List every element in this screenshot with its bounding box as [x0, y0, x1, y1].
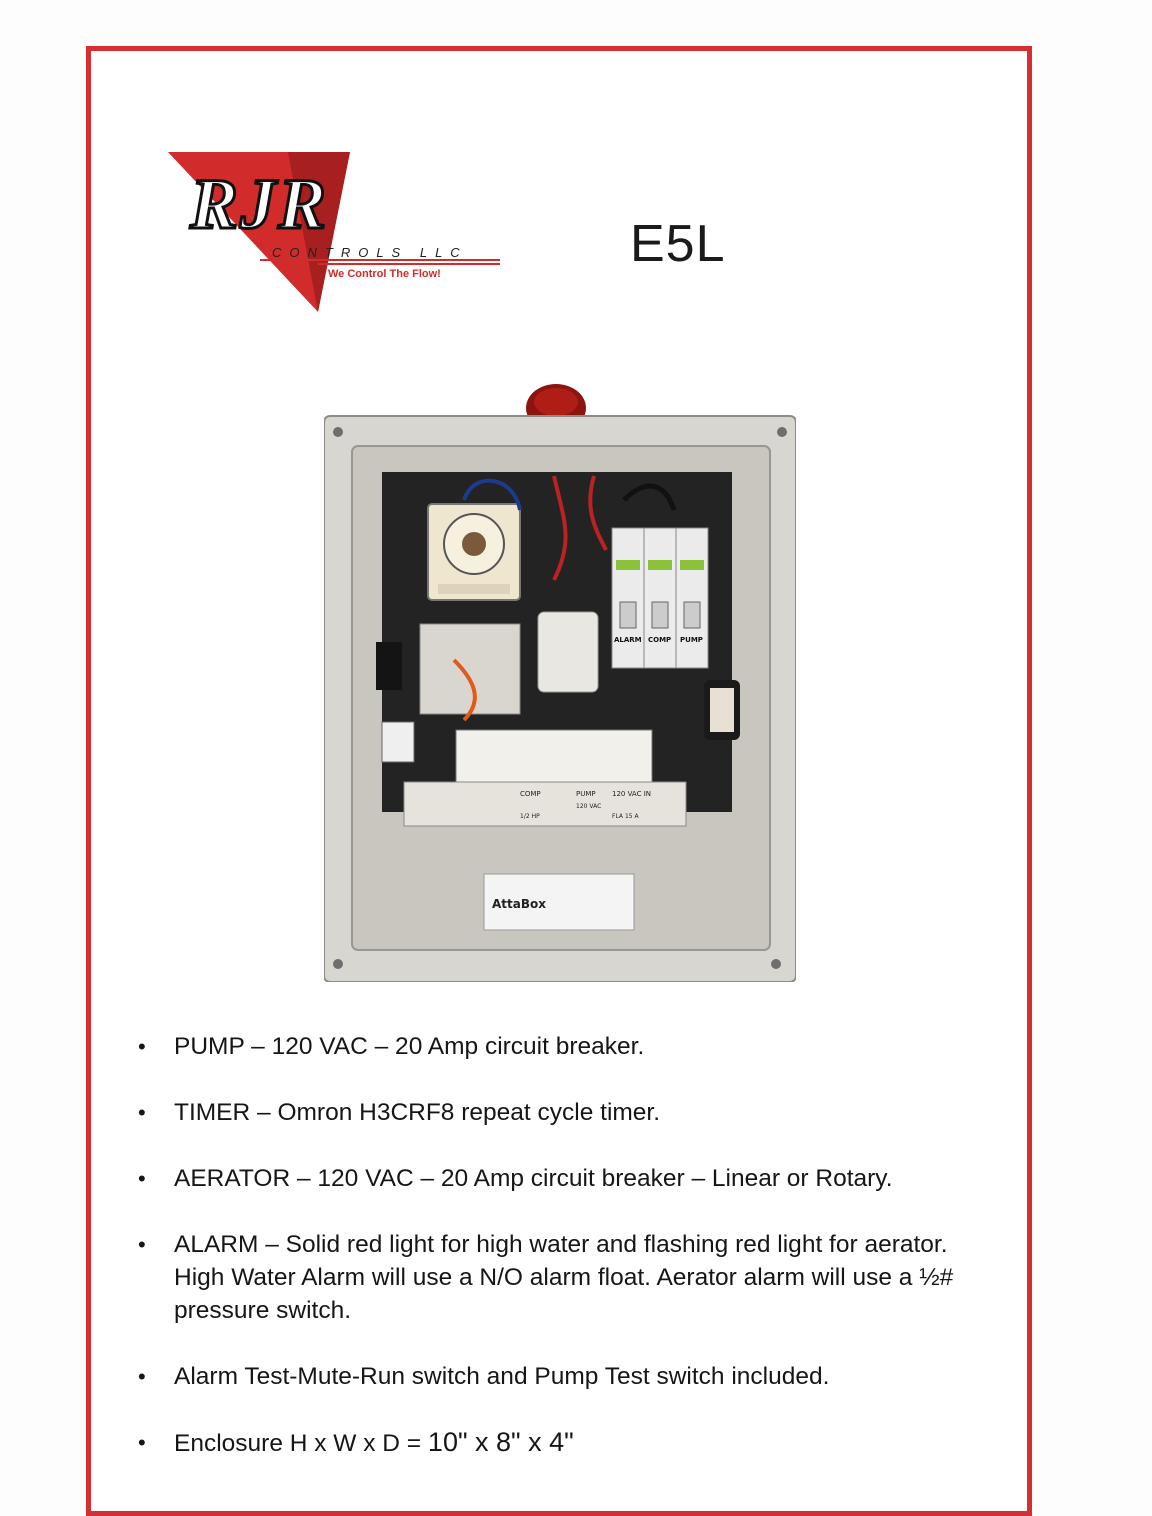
logo-rjr-text: RJR	[190, 164, 329, 244]
control-panel-photo	[324, 380, 796, 982]
feature-text: PUMP – 120 VAC – 20 Amp circuit breaker.	[174, 1033, 645, 1060]
logo-slogan: We Control The Flow!	[328, 268, 441, 280]
feature-text: ALARM – Solid red light for high water and flashing red light for aerator. High Water Alarm will use a N/O alarm float. Aerator alarm will use a ½# pressure switch.	[174, 1231, 954, 1324]
feature-text-prefix: Enclosure H x W x D =	[174, 1430, 428, 1457]
feature-item-switches	[134, 1360, 994, 1393]
enclosure-brand: AttaBox	[492, 897, 546, 911]
feature-text: Alarm Test-Mute-Run switch and Pump Test switch included.	[174, 1363, 830, 1390]
bullet-icon: •	[138, 1232, 146, 1257]
breaker-label-alarm: ALARM	[614, 636, 642, 644]
model-number: E5L	[630, 215, 726, 273]
feature-item-aerator	[134, 1162, 994, 1195]
bullet-icon: •	[138, 1034, 146, 1059]
feature-item-alarm	[134, 1228, 994, 1327]
feature-list	[134, 1030, 994, 1493]
feature-item-timer	[134, 1096, 994, 1129]
circuit-breakers	[612, 528, 708, 668]
bullet-icon: •	[138, 1430, 146, 1455]
feature-text: TIMER – Omron H3CRF8 repeat cycle timer.	[174, 1099, 661, 1126]
terminal-label-hp: 1/2 HP	[520, 813, 540, 820]
terminal-label-comp: COMP	[520, 790, 541, 798]
terminal-label-120vac: 120 VAC	[576, 803, 602, 810]
feature-item-enclosure	[134, 1426, 994, 1460]
enclosure-dimensions: 10" x 8" x 4"	[427, 1427, 574, 1457]
enclosure-label	[484, 874, 634, 930]
terminal-label-vac-in: 120 VAC IN	[612, 790, 652, 798]
timer-icon	[428, 504, 520, 600]
feature-item-pump	[134, 1030, 994, 1063]
breaker-label-comp: COMP	[648, 636, 672, 644]
logo-subtitle: CONTROLS LLC	[272, 245, 468, 260]
feature-text: AERATOR – 120 VAC – 20 Amp circuit breaker – Linear or Rotary.	[174, 1165, 893, 1192]
breaker-label-pump: PUMP	[680, 636, 703, 644]
bullet-icon: •	[138, 1100, 146, 1125]
terminal-label-fla: FLA 15 A	[612, 813, 639, 820]
bullet-icon: •	[138, 1364, 146, 1389]
terminal-label-pump: PUMP	[576, 790, 596, 798]
rjr-logo	[168, 146, 504, 314]
bullet-icon: •	[138, 1166, 146, 1191]
